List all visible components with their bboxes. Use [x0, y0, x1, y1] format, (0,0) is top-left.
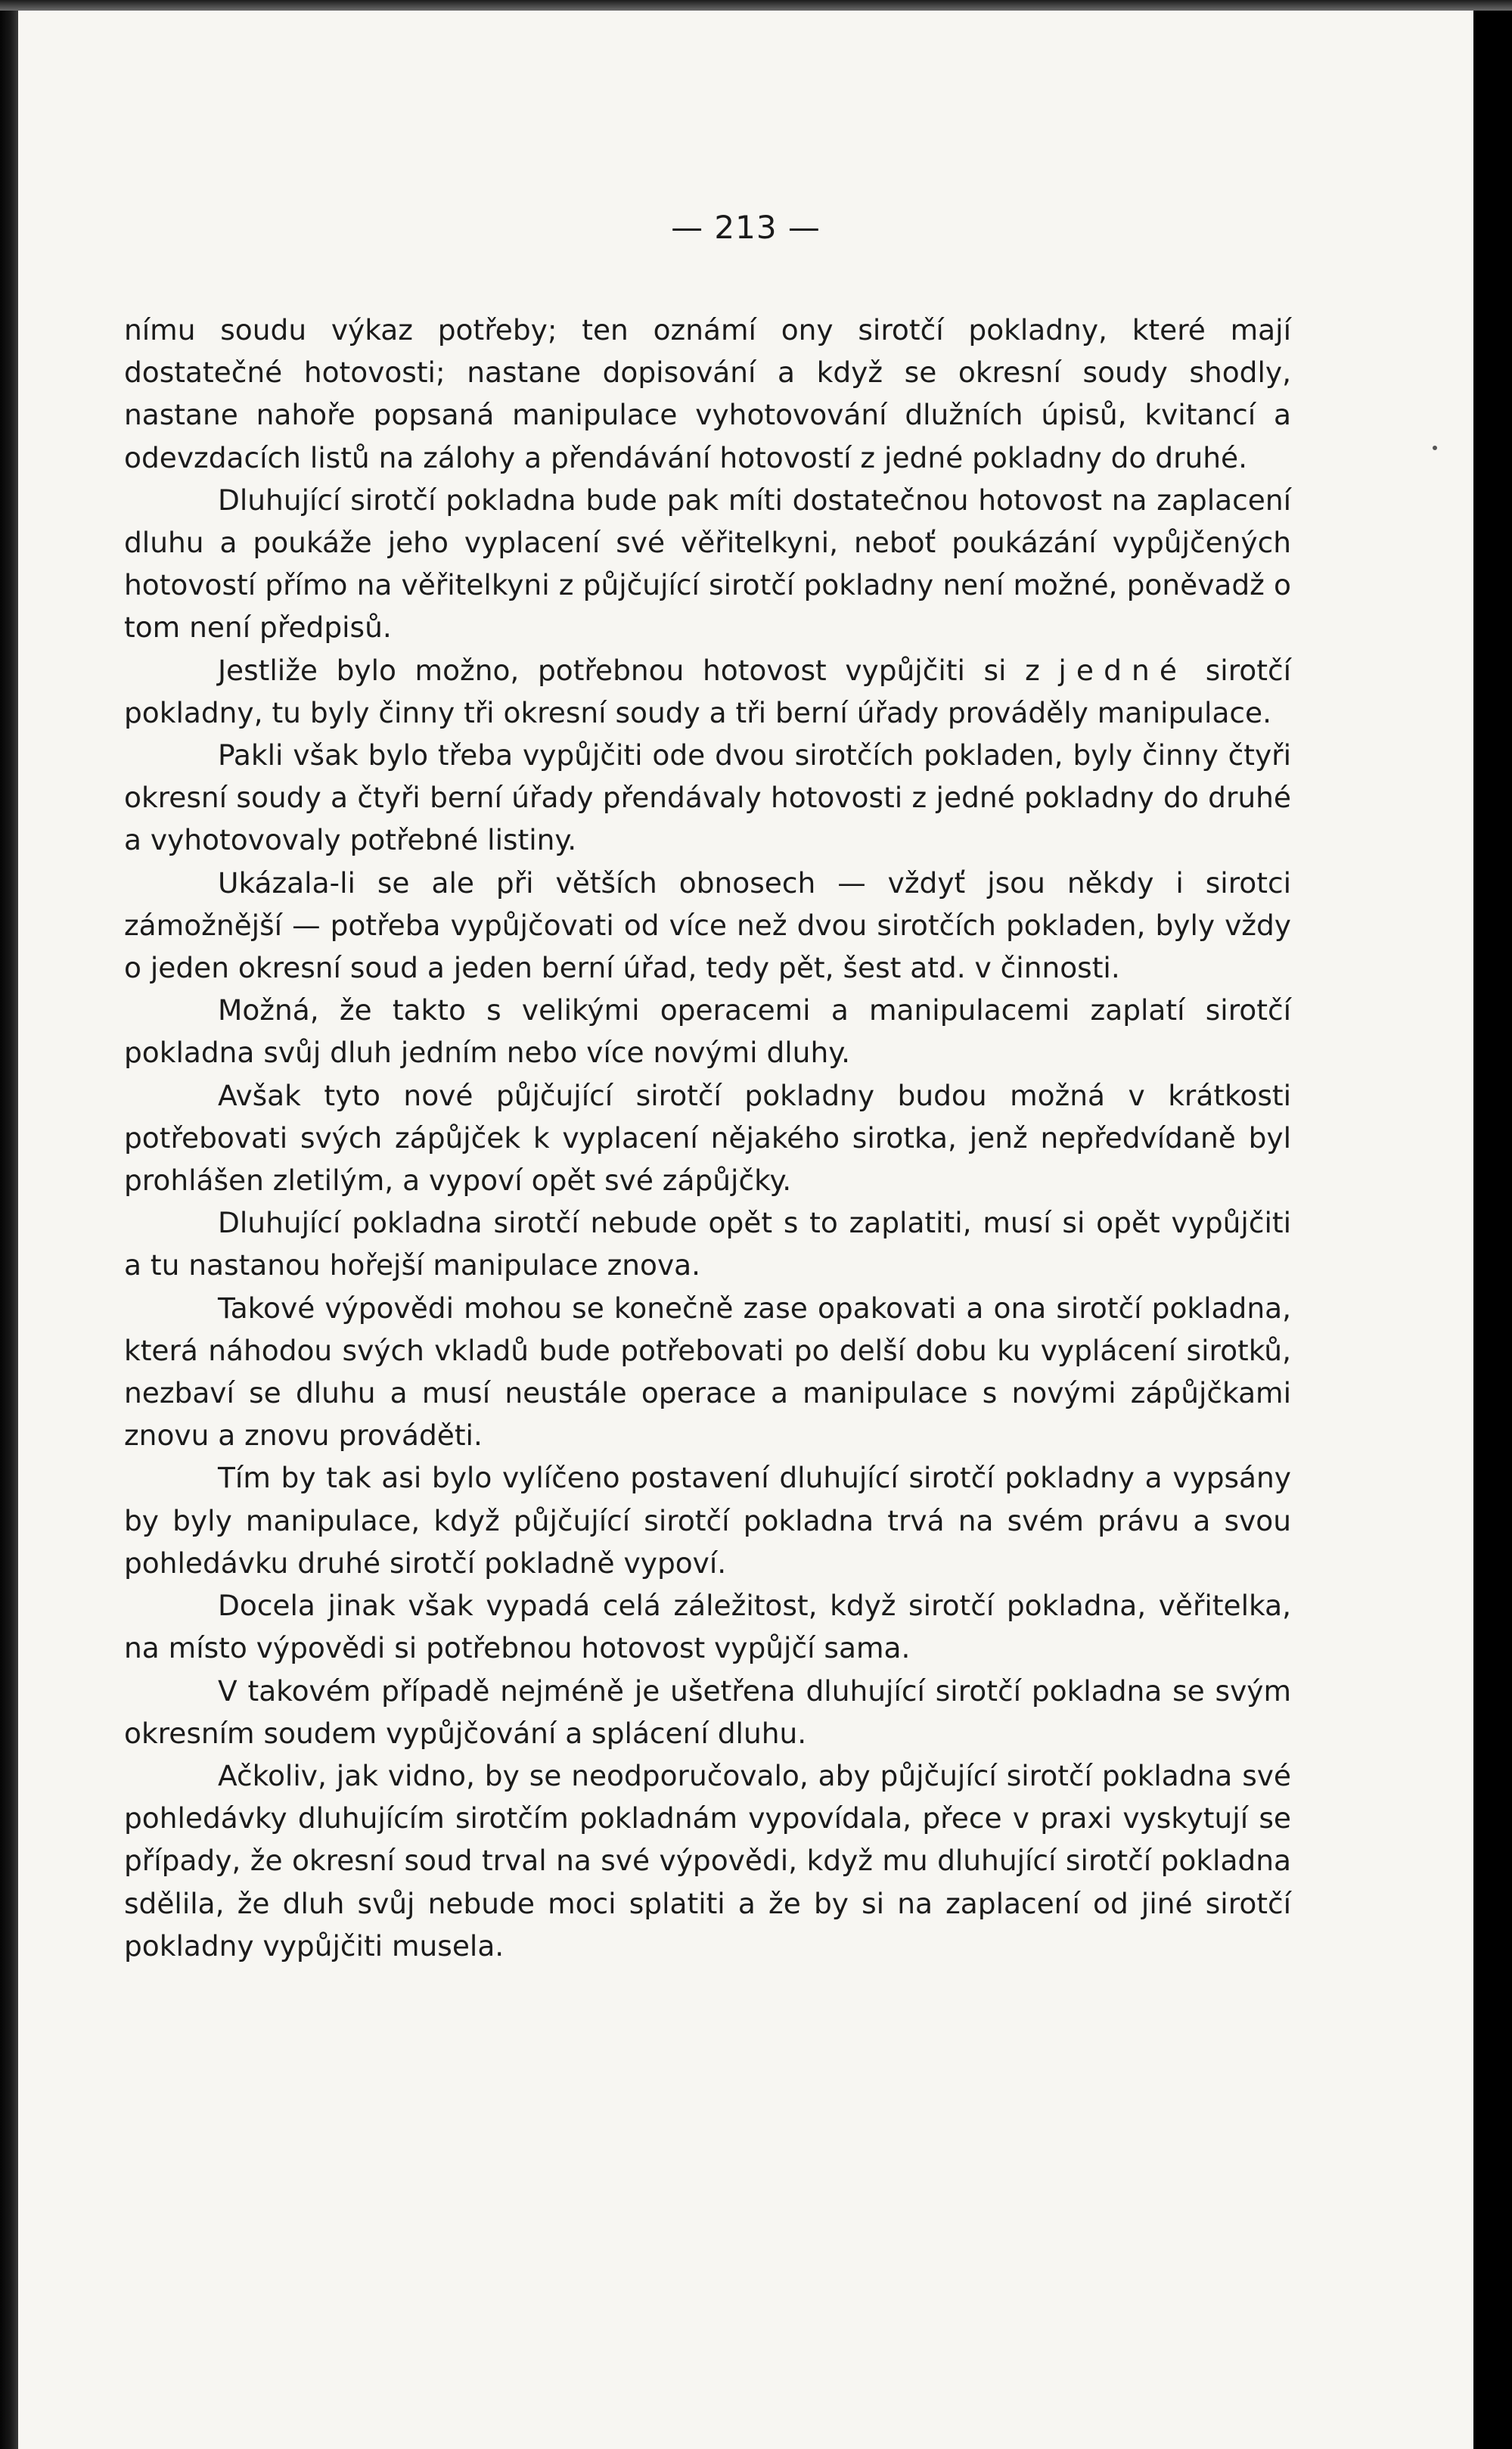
- paragraph: Takové výpovědi mohou se konečně zase opakovati a ona sirotčí pokladna, která náhodou svých vkladů bude potřebovati po delší dobu ku vyplácení sirotků, nezbaví se dluhu a musí neustále operace a manipulace s novými zápůjčkami znovu a znovu prováděti.: [124, 1291, 1291, 1453]
- paragraph: Tím by tak asi bylo vylíčeno postavení dluhující sirotčí pokladny a vypsány by byly manipulace, když půjčující sirotčí pokladna trvá na svém právu a svou pohledávku druhé sirotčí pokladně vypoví.: [124, 1461, 1291, 1580]
- scan-top-edge: [0, 0, 1512, 11]
- book-page: [18, 11, 1473, 2449]
- paragraph: V takovém případě nejméně je ušetřena dluhující sirotčí pokladna se svým okresním soudem vypůjčování a splácení dluhu.: [124, 1674, 1291, 1750]
- paragraph: Dluhující pokladna sirotčí nebude opět s to zaplatiti, musí si opět vypůjčiti a tu nastanou hořejší manipulace znova.: [124, 1206, 1291, 1282]
- emphasized-word: jedné: [1058, 653, 1188, 687]
- scan-left-edge: [0, 0, 18, 2449]
- paragraph: Avšak tyto nové půjčující sirotčí pokladny budou možná v krátkosti potřebovati svých zápůjček k vyplacení nějakého sirotka, jenž nepředvídaně byl prohlášen zletilým, a vypoví opět své zápůjčky.: [124, 1078, 1291, 1198]
- paragraph-text: sirotčí pokladny, tu byly činny tři okresní soudy a tři berní úřady prováděly manipulace.: [124, 653, 1291, 729]
- paragraph: Možná, že takto s velikými operacemi a manipulacemi zaplatí sirotčí pokladna svůj dluh jedním nebo více novými dluhy.: [124, 993, 1291, 1070]
- paragraph-with-emphasis: [124, 649, 1291, 734]
- paragraph: Docela jinak však vypadá celá záležitost, když sirotčí pokladna, věřitelka, na místo výpovědi si potřebnou hotovost vypůjčí sama.: [124, 1589, 1291, 1665]
- page-number: — 213 —: [671, 209, 821, 246]
- paragraph: Ačkoliv, jak vidno, by se neodporučovalo, aby půjčující sirotčí pokladna své pohledávky dluhujícím sirotčím pokladnám vypovídala, přece v praxi vyskytují se případy, že okresní soud trval na své výpovědi, když mu dluhující sirotčí pokladna sdělila, že dluh svůj nebude moci splatiti a že by si na zaplacení od jiné sirotčí pokladny vypůjčiti musela.: [124, 1758, 1291, 1963]
- paragraph-text: Jestliže bylo možno, potřebnou hotovost vypůjčiti si z: [218, 653, 1059, 687]
- paragraph: Dluhující sirotčí pokladna bude pak míti dostatečnou hotovost na zaplacení dluhu a poukáže jeho vyplacení své věřitelkyni, neboť poukázání vypůjčených hotovostí přímo na věřitelkyni z půjčující sirotčí pokladny není možné, poněvadž o tom není předpisů.: [124, 483, 1291, 645]
- paragraph: Ukázala-li se ale při větších obnosech — vždyť jsou někdy i sirotci zámožnější — potřeba vypůjčovati od více než dvou sirotčích pokladen, byly vždy o jeden okresní soud a jeden berní úřad, tedy pět, šest atd. v činnosti.: [124, 866, 1291, 985]
- page-body: [124, 309, 1291, 1967]
- paragraph: Pakli však bylo třeba vypůjčiti ode dvou sirotčích pokladen, byly činny čtyři okresní soudy a čtyři berní úřady přendávaly hotovosti z jedné pokladny do druhé a vyhotovovaly potřebné listiny.: [124, 738, 1291, 857]
- margin-speck: [1433, 446, 1437, 450]
- paragraph-continuation: nímu soudu výkaz potřeby; ten oznámí ony sirotčí pokladny, které mají dostatečné hotovosti; nastane dopisování a když se okresní soudy shodly, nastane nahoře popsaná manipulace vyhotovování dlužních úpisů, kvitancí a odevzdacích listů na zálohy a přendávání hotovostí z jedné pokladny do druhé.: [124, 313, 1291, 474]
